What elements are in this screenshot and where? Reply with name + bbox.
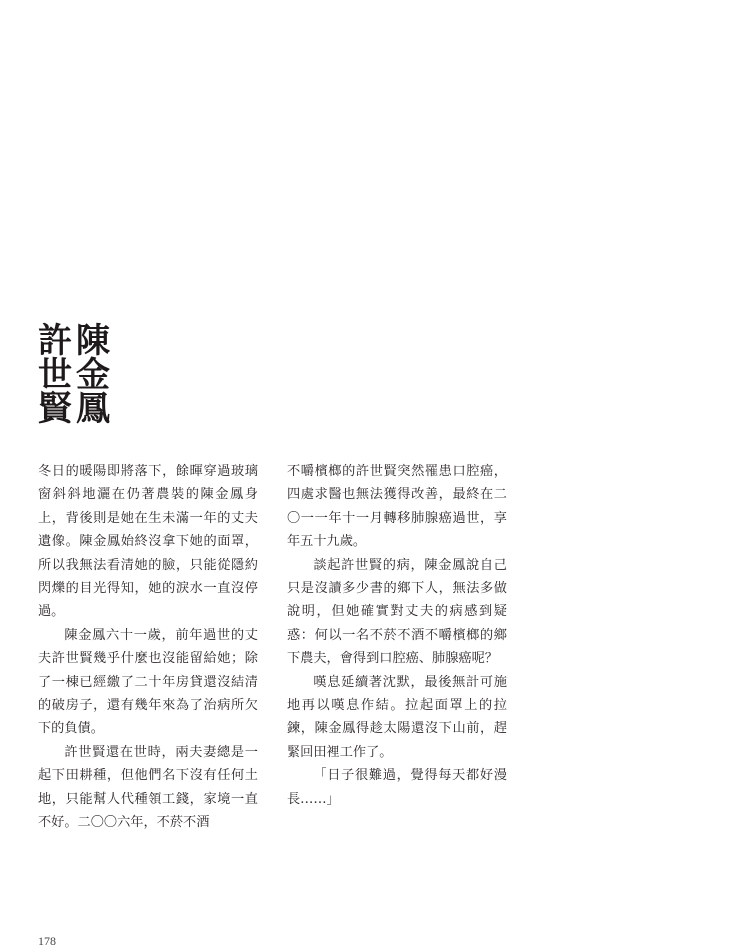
paragraph: 「日子很難過，覺得每天都好漫長……」 [287,768,507,807]
title-char: 許 [38,321,72,361]
title-char: 鳳 [76,389,110,429]
title-char: 陳 [76,321,110,361]
body-column-right [287,460,507,811]
paragraph: 許世賢還在世時，兩夫妻總是一起下田耕種，但他們名下沒有任何土地，只能幫人代種領工錢，家境一直不好。二〇〇六年，不菸不酒 [38,744,258,831]
title-char: 金 [76,355,110,395]
title-name-xu-shixian [38,321,72,429]
page-title [38,321,110,429]
title-name-chen-jinfeng [76,321,110,429]
paragraph: 嘆息延續著沈默，最後無計可施地再以嘆息作結。拉起面罩上的拉鍊，陳金鳳得趁太陽還沒下山前，趕緊回田裡工作了。 [287,674,507,760]
paragraph: 談起許世賢的病，陳金鳳說自己只是沒讀多少書的鄉下人，無法多做說明，但她確實對丈夫的病感到疑惑：何以一名不菸不酒不嚼檳榔的鄉下農夫，會得到口腔癌、肺腺癌呢？ [287,557,507,667]
paragraph: 陳金鳳六十一歲，前年過世的丈夫許世賢幾乎什麼也沒能留給她；除了一棟已經繳了二十年房貸還沒結清的破房子，還有幾年來為了治病所欠下的負債。 [38,627,258,737]
page-number: 178 [38,934,56,948]
paragraph: 不嚼檳榔的許世賢突然罹患口腔癌，四處求醫也無法獲得改善，最終在二〇一一年十一月轉移肺腺癌過世，享年五十九歲。 [287,464,507,550]
title-char: 賢 [38,389,72,429]
body-column-left [38,460,258,835]
paragraph: 冬日的暖陽即將落下，餘暉穿過玻璃窗斜斜地灑在仍著農裝的陳金鳳身上，背後則是她在生未滿一年的丈夫遺像。陳金鳳始終沒拿下她的面罩，所以我無法看清她的臉，只能從隱約閃爍的目光得知，她的淚水一直沒停過。 [38,464,258,620]
title-char: 世 [38,355,72,395]
